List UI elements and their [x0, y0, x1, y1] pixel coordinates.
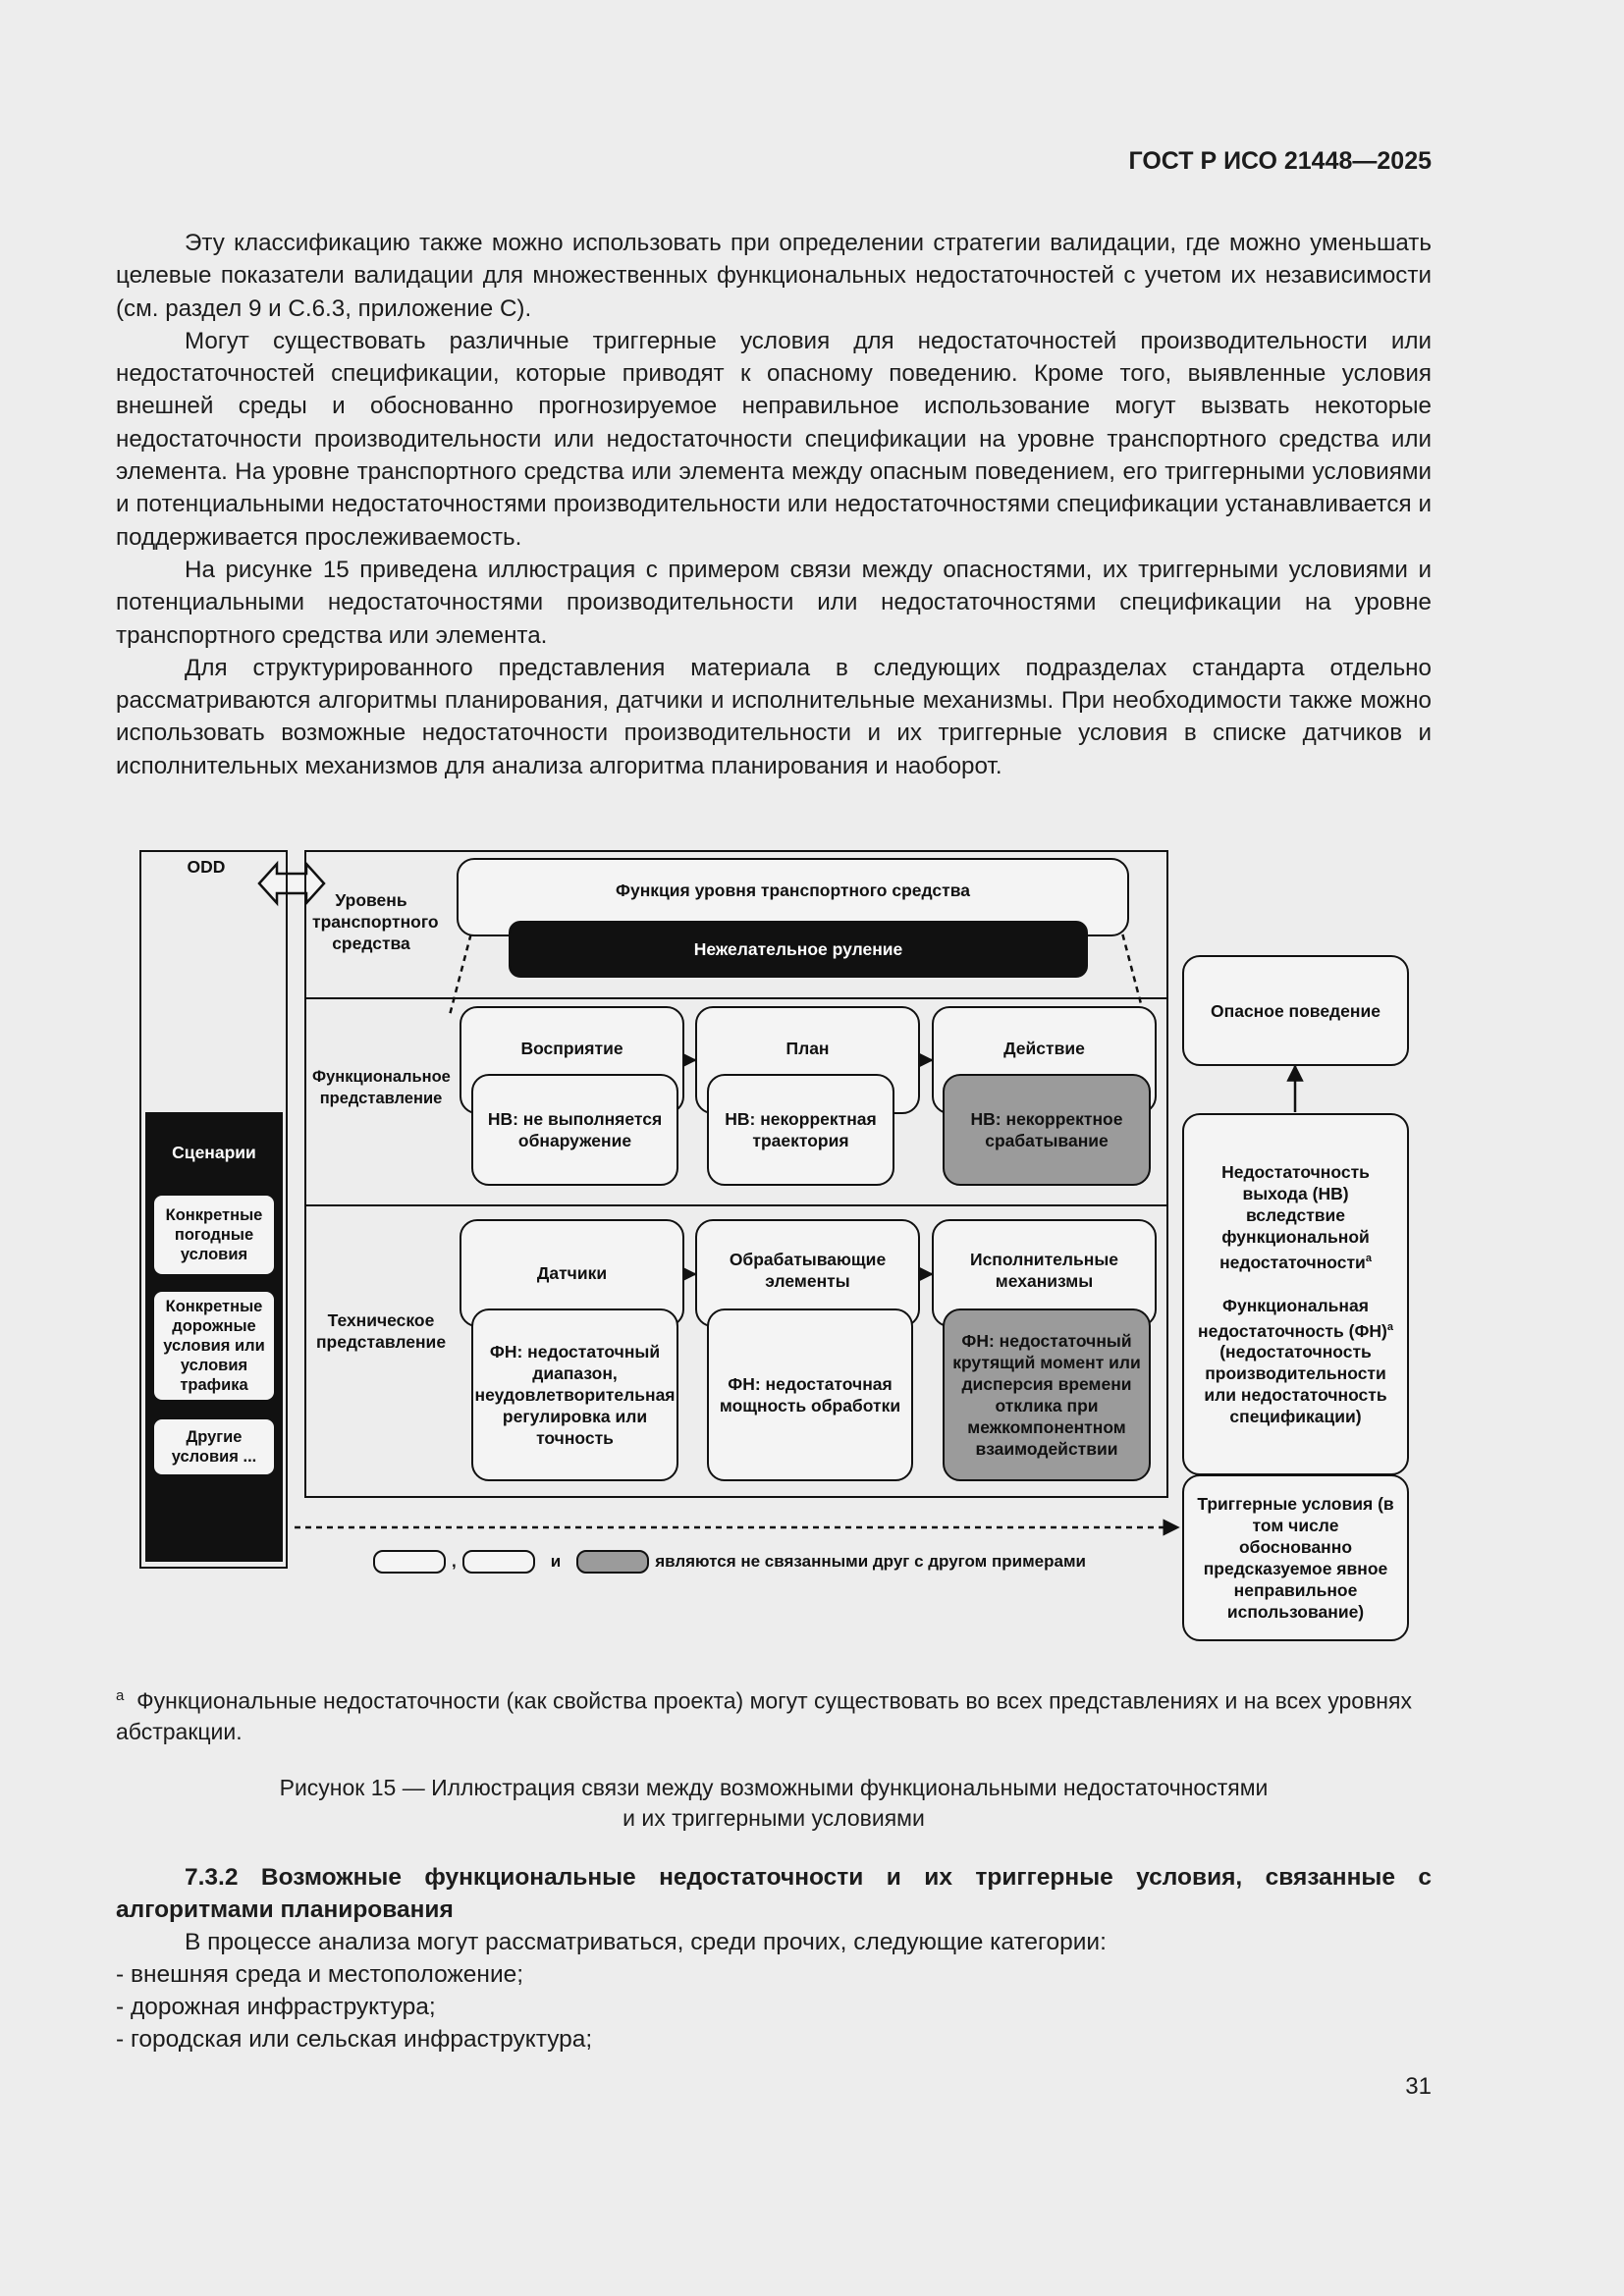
scenario-road: Конкретные дорожные условия или условия трафика [154, 1292, 274, 1400]
paragraph: На рисунке 15 приведена иллюстрация с примером связи между опасностями, их триггерными условиями и потенциальными недостаточностями производительности или недостаточностями спецификации на уровне транспортного средства или элемента. [116, 556, 1432, 649]
vehicle-level-label: Уровень транспортного средства [312, 890, 439, 953]
functional-insufficiency-detail: (недостаточность производительности или недостаточность спецификации) [1204, 1342, 1387, 1427]
legend: , и являются не связанными друг с другом примерами [373, 1547, 1086, 1576]
body-text [116, 227, 1432, 782]
figure-15 [137, 842, 1414, 1647]
odd-label: ODD [187, 857, 226, 877]
actuators-label: Исполнительные механизмы [969, 1250, 1118, 1291]
fn-sensors-box: ФН: недостаточный диапазон, неудовлетворительная регулировка или точность [471, 1308, 678, 1481]
functional-insufficiency-label: Функциональная недостаточность (ФН)$^a$ [1198, 1295, 1393, 1341]
undesired-steering-box: Нежелательное руление [509, 921, 1088, 978]
nv-plan-box: НВ: некорректная траектория [707, 1074, 894, 1186]
paragraph: Эту классификацию также можно использовать при определении стратегии валидации, где можно уменьшать целевые показатели валидации для множественных функциональных недостаточностей с учетом их независимости (см. раздел 9 и С.6.3, приложение С). [116, 230, 1432, 322]
list-item: - городская или сельская инфраструктура; [116, 2026, 593, 2053]
legend-swatch-grey [576, 1550, 649, 1574]
list-item: - внешняя среда и местоположение; [116, 1961, 524, 1988]
figure-caption [116, 1773, 1432, 1834]
document-header: ГОСТ Р ИСО 21448—2025 [1128, 147, 1432, 175]
fn-actuators-box: ФН: недостаточный крутящий момент или дисперсия времени отклика при межкомпонентном взаимодействии [943, 1308, 1151, 1481]
legend-and: и [550, 1552, 562, 1571]
legend-swatch-white [373, 1550, 446, 1574]
action-label: Действие [1003, 1039, 1085, 1058]
scenario-weather: Конкретные погодные условия [154, 1196, 274, 1274]
section-intro: В процессе анализа могут рассматриваться, среди прочих, следующие категории: [185, 1929, 1107, 1955]
processing-label: Обрабатывающие элементы [729, 1250, 887, 1291]
footnote-text: Функциональные недостаточности (как свойства проекта) могут существовать во всех представлениях и на всех уровнях абстракции. [116, 1687, 1412, 1744]
perception-label: Восприятие [520, 1039, 623, 1058]
row-divider [304, 1204, 1168, 1206]
caption-line: и их триггерными условиями [623, 1805, 925, 1831]
paragraph: Для структурированного представления материала в следующих подразделах стандарта отдельно рассматриваются алгоритмы планирования, датчики и исполнительные механизмы. При необходимости также можно использовать возможные недостаточности производительности и их триггерные условия в списке датчиков и исполнительных механизмов для анализа алгоритма планирования и наоборот. [116, 654, 1432, 779]
row-divider [304, 997, 1168, 999]
scenarios-title: Сценарии [172, 1143, 256, 1162]
output-insufficiency-label: Недостаточность выхода (НВ) вследствие функциональной недостаточности$^a$ [1219, 1161, 1372, 1272]
technical-repr-label: Техническое представление [315, 1310, 447, 1352]
legend-text: являются не связанными друг с другом примерами [655, 1552, 1086, 1571]
nv-perception-box: НВ: не выполняется обнаружение [471, 1074, 678, 1186]
figure-footnote [116, 1681, 1432, 1747]
section-7-3-2 [116, 1861, 1432, 2056]
insufficiency-box [1182, 1113, 1409, 1475]
functional-repr-label: Функциональное представление [312, 1068, 451, 1107]
trigger-conditions-box: Триггерные условия (в том числе обоснованно предсказуемое явное неправильное использование) [1182, 1474, 1409, 1641]
hazard-behavior-box: Опасное поведение [1182, 955, 1409, 1066]
section-heading: 7.3.2 Возможные функциональные недостаточности и их триггерные условия, связанные с алгоритмами планирования [116, 1864, 1432, 1923]
nv-action-box: НВ: некорректное срабатывание [943, 1074, 1151, 1186]
list-item: - дорожная инфраструктура; [116, 1994, 436, 2020]
footnote-marker: a [116, 1687, 125, 1704]
scenario-other: Другие условия ... [154, 1419, 274, 1474]
caption-line: Рисунок 15 — Иллюстрация связи между возможными функциональными недостаточностями [279, 1775, 1269, 1800]
page-number: 31 [1405, 2073, 1432, 2100]
fn-processing-box: ФН: недостаточная мощность обработки [707, 1308, 913, 1481]
paragraph: Могут существовать различные триггерные условия для недостаточностей производительности или недостаточностей спецификации, которые приводят к опасному поведению. Кроме того, выявленные условия внешней среды и обоснованно прогнозируемое неправильное использование могут вызвать некоторые недостаточности производительности или недостаточности спецификации на уровне транспортного средства или элемента. На уровне транспортного средства или элемента между опасным поведением, его триггерными условиями и потенциальными недостаточностями производительности или недостаточностями спецификации устанавливается и поддерживается прослеживаемость. [116, 327, 1432, 551]
category-list [116, 1958, 1432, 2056]
vehicle-function-label: Функция уровня транспортного средства [616, 881, 970, 900]
plan-label: План [785, 1039, 830, 1058]
sensors-label: Датчики [536, 1263, 608, 1283]
legend-swatch-outlined [462, 1550, 535, 1574]
